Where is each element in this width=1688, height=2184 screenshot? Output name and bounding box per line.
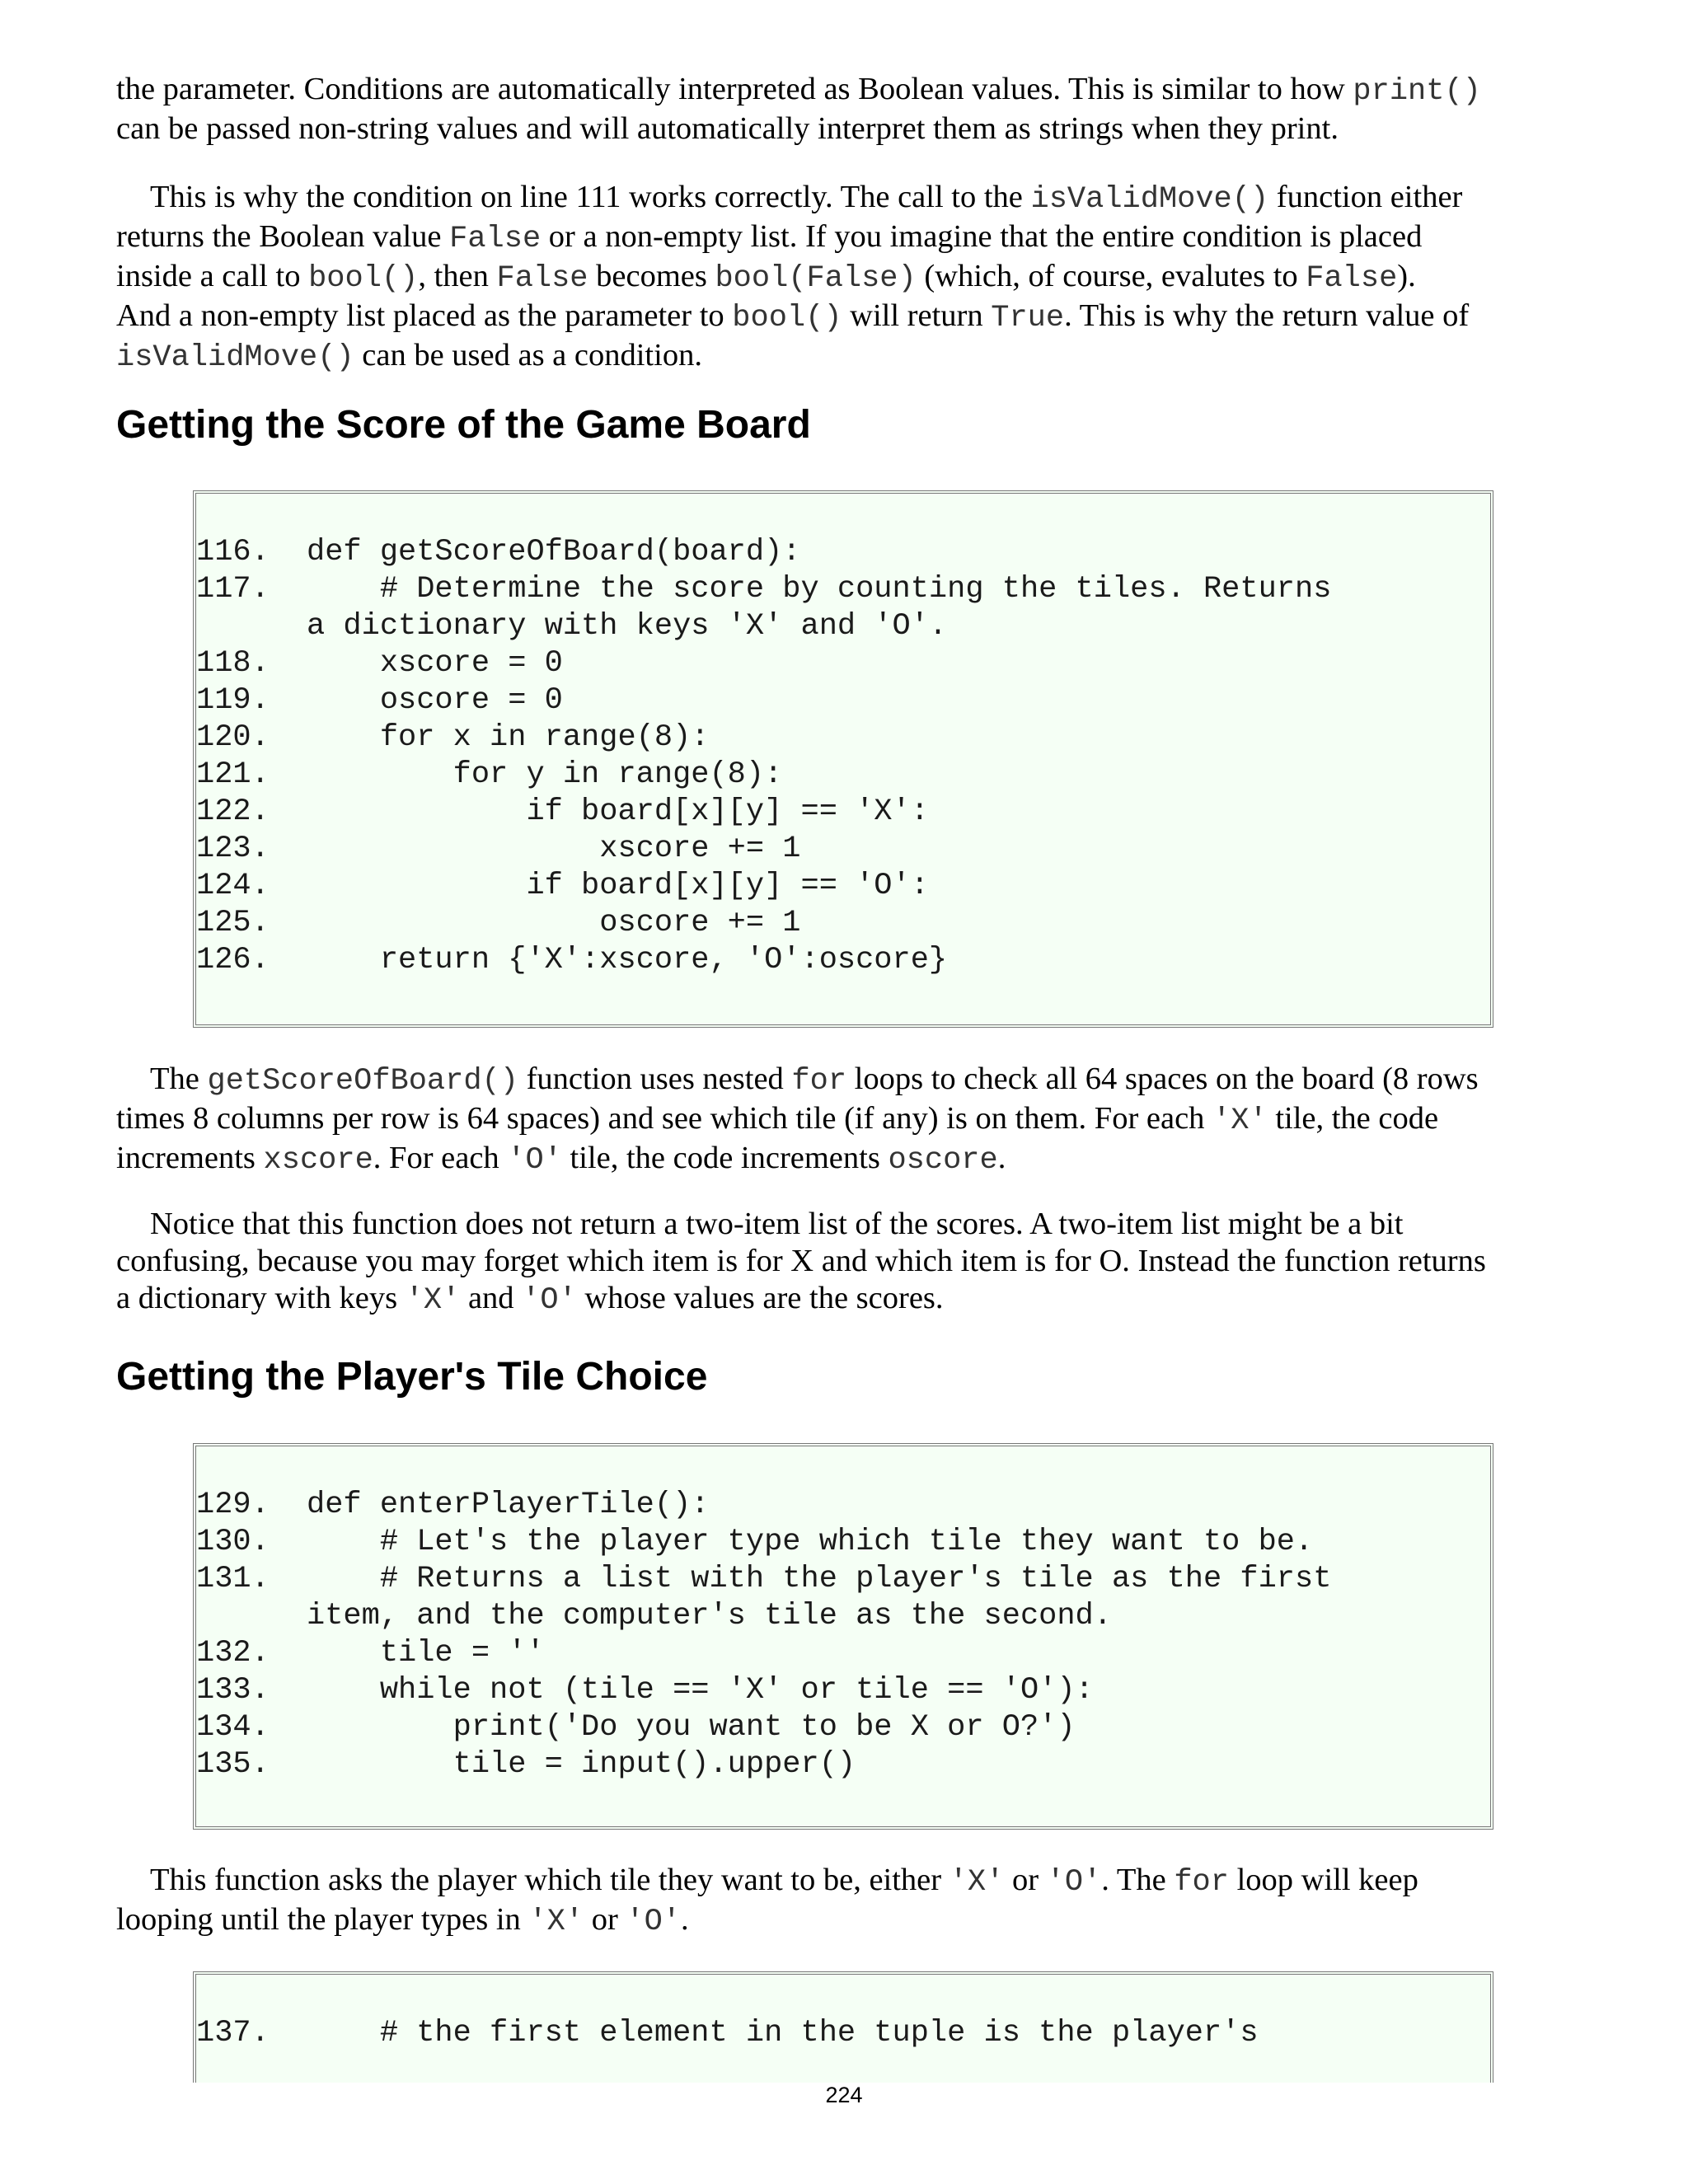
inline-code: bool(): [308, 261, 419, 296]
inline-code: False: [496, 261, 588, 296]
code-line: 134. print('Do you want to be X or O?'): [196, 1710, 1076, 1745]
code-line-continuation: item, and the computer's tile as the second.: [307, 1599, 1112, 1633]
paragraph-tile-explanation: This function asks the player which tile they want to be, either 'X' or 'O'. The for loop will keep looping until the player types in 'X' or 'O'.: [116, 1863, 1418, 1939]
inline-code: for: [791, 1064, 847, 1099]
code-line: 131. # Returns a list with the player's tile as the first: [196, 1562, 1332, 1596]
inline-code: for: [1174, 1865, 1229, 1900]
inline-code: getScoreOfBoard(): [207, 1064, 518, 1099]
code-line: 118. xscore = 0: [196, 646, 563, 681]
code-line: 129. def enterPlayerTile():: [196, 1488, 710, 1522]
section-heading-tile-choice: Getting the Player's Tile Choice: [116, 1355, 708, 1399]
inline-code: isValidMove(): [116, 340, 354, 375]
code-line: 132. tile = '': [196, 1636, 545, 1671]
code-line: 130. # Let's the player type which tile they want to be.: [196, 1525, 1314, 1559]
paragraph-score-explanation: The getScoreOfBoard() function uses nested for loops to check all 64 spaces on the board (8 rows times 8 columns per row is 64 spaces) and see which tile (if any) is on them. For each 'X' tile, the code increments xscore. For each 'O' tile, the code increments oscore.: [116, 1062, 1479, 1178]
inline-code: 'O': [507, 1143, 562, 1178]
page-number: 224: [825, 2083, 863, 2107]
code-line: 122. if board[x][y] == 'X':: [196, 794, 929, 829]
code-line: 121. for y in range(8):: [196, 757, 783, 792]
code-line: 137. # the first element in the tuple is the player's: [196, 2016, 1259, 2050]
code-block-tile-tuple: [193, 1971, 1493, 2083]
code-block-get-score: [193, 490, 1493, 1028]
code-line: 126. return {'X':xscore, 'O':oscore}: [196, 943, 948, 977]
inline-code: 'O': [626, 1905, 682, 1939]
code-line: 120. for x in range(8):: [196, 720, 710, 755]
code-line: 135. tile = input().upper(): [196, 1747, 856, 1782]
paragraph-condition-explanation: This is why the condition on line 111 works correctly. The call to the isValidMove() function either returns the Boolean value False or a non-empty list. If you imagine that the entire condition is placed inside a call to bool(), then False becomes bool(False) (which, of course, evalutes to False). And a non-empty list placed as the parameter to bool() will return True. This is why the return value of isValidMove() can be used as a condition.: [116, 180, 1470, 375]
inline-code: 'O': [522, 1283, 577, 1318]
code-line: 133. while not (tile == 'X' or tile == 'O'):: [196, 1673, 1094, 1708]
paragraph-dictionary-note: Notice that this function does not return a two-item list of the scores. A two-item list might be a bit confusing, because you may forget which item is for X and which item is for O. Instead the function returns a dictionary with keys 'X' and 'O' whose values are the scores.: [116, 1207, 1486, 1318]
inline-code: 'X': [1212, 1104, 1268, 1138]
inline-code: xscore: [263, 1143, 373, 1178]
inline-code: isValidMove(): [1030, 182, 1269, 217]
code-line: 125. oscore += 1: [196, 906, 801, 940]
inline-code: False: [449, 222, 542, 256]
inline-code: True: [991, 301, 1065, 335]
inline-code: oscore: [888, 1143, 998, 1178]
code-block-enter-player-tile: [193, 1443, 1493, 1830]
inline-code: bool(): [732, 301, 842, 335]
inline-code: 'X': [405, 1283, 461, 1318]
inline-code: print(): [1353, 74, 1481, 109]
inline-code: 'X': [949, 1865, 1005, 1900]
inline-code: False: [1306, 261, 1398, 296]
code-line: 124. if board[x][y] == 'O':: [196, 869, 929, 903]
inline-code: 'X': [528, 1905, 584, 1939]
code-line: 119. oscore = 0: [196, 683, 563, 718]
inline-code: 'O': [1046, 1865, 1102, 1900]
inline-code: bool(False): [715, 261, 917, 296]
code-line: 117. # Determine the score by counting the tiles. Returns: [196, 572, 1332, 607]
section-heading-score: Getting the Score of the Game Board: [116, 403, 811, 447]
paragraph-print-note: the parameter. Conditions are automatically interpreted as Boolean values. This is similar to how print() can be passed non-string values and will automatically interpret them as strings when they print.: [116, 72, 1481, 146]
code-line-continuation: a dictionary with keys 'X' and 'O'.: [307, 609, 948, 644]
code-line: 116. def getScoreOfBoard(board):: [196, 535, 801, 569]
code-line: 123. xscore += 1: [196, 832, 801, 866]
